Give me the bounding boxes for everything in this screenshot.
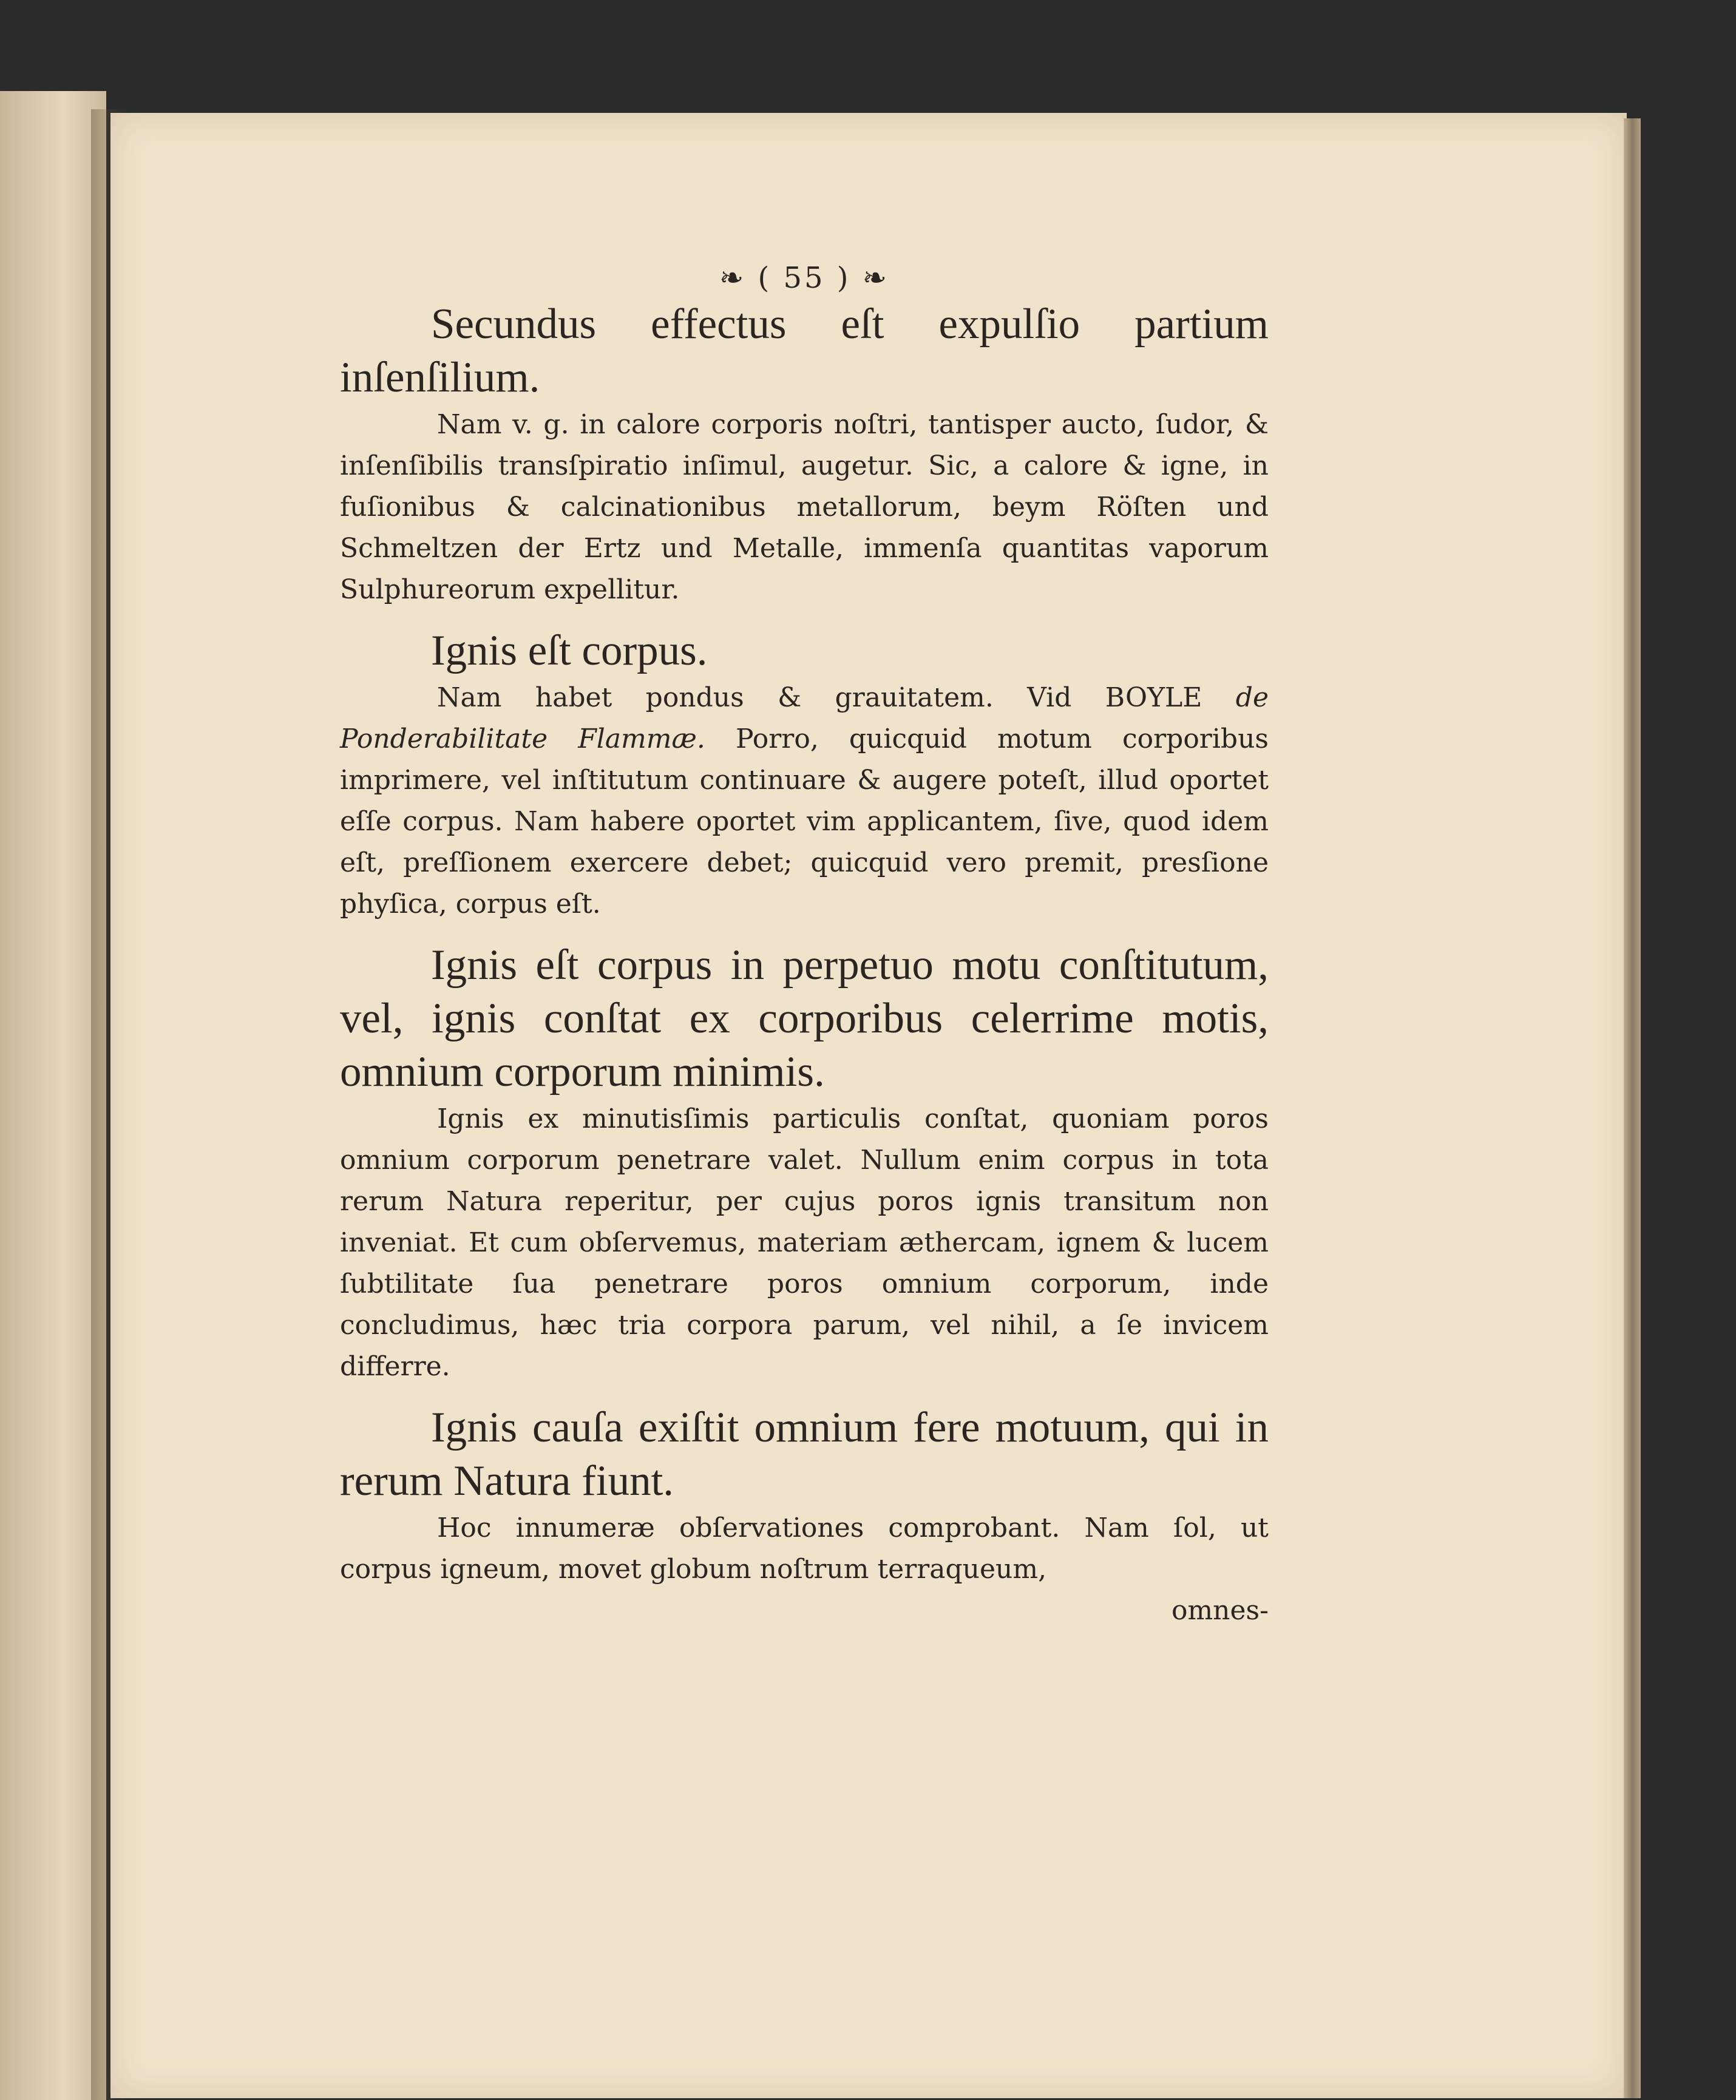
page-edge xyxy=(1624,118,1641,2098)
paragraph-2-citation: de Ponderabilitate Flammæ. xyxy=(340,682,1269,754)
section-heading-1: Secundus effectus eſt expulſio partium inſenſilium. xyxy=(340,300,1269,401)
section-heading-4: Ignis cauſa exiſtit omnium fere motuum, qui in rerum Natura fiunt. xyxy=(340,1404,1269,1505)
section-paragraph-1: Nam v. g. in calore corporis noſtri, tantisper aucto, ſudor, & inſenſibilis transſpiratio inſimul, augetur. Sic, a calore & igne, in fuſionibus & calcinationibus metallorum, beym Röſten und Schmeltzen der Ertz und Metalle, immenſa quantitas vaporum Sulphureorum expellitur. xyxy=(340,409,1269,605)
catchword: omnes- xyxy=(1171,1595,1269,1626)
facing-page xyxy=(0,91,106,2100)
page-header: ❧ ( 55 ) ❧ xyxy=(719,261,889,295)
page-text xyxy=(340,261,1269,1631)
section-paragraph-4: Hoc innumeræ obſervationes comprobant. Nam ſol, ut corpus igneum, movet globum noſtrum terraqueum, xyxy=(340,1512,1269,1585)
section-paragraph-2 xyxy=(340,677,1269,925)
paragraph-2-rest: Porro, quicquid motum corporibus imprimere, vel inſtitutum continuare & augere poteſt, illud oportet eſſe corpus. Nam habere oportet vim applicantem, ſive, quod idem eſt, preſſionem exercere debet; quicquid vero premit, presſione phyſica, corpus eſt. xyxy=(340,723,1269,920)
section-heading-3: Ignis eſt corpus in perpetuo motu conſtitutum, vel, ignis conſtat ex corporibus celerrime motis, omnium corporum minimis. xyxy=(340,941,1269,1096)
section-paragraph-3: Ignis ex minutisſimis particulis conſtat, quoniam poros omnium corporum penetrare valet. Nullum enim corpus in tota rerum Natura reperitur, per cujus poros ignis transitum non inveniat. Et cum obſervemus, materiam æthercam, ignem & lucem ſubtilitate ſua penetrare poros omnium corporum, inde concludimus, hæc tria corpora parum, vel nihil, a ſe invicem differre. xyxy=(340,1103,1269,1382)
section-heading-2: Ignis eſt corpus. xyxy=(431,627,708,674)
paragraph-2-start: Nam habet pondus & grauitatem. Vid BOYLE xyxy=(437,682,1202,713)
